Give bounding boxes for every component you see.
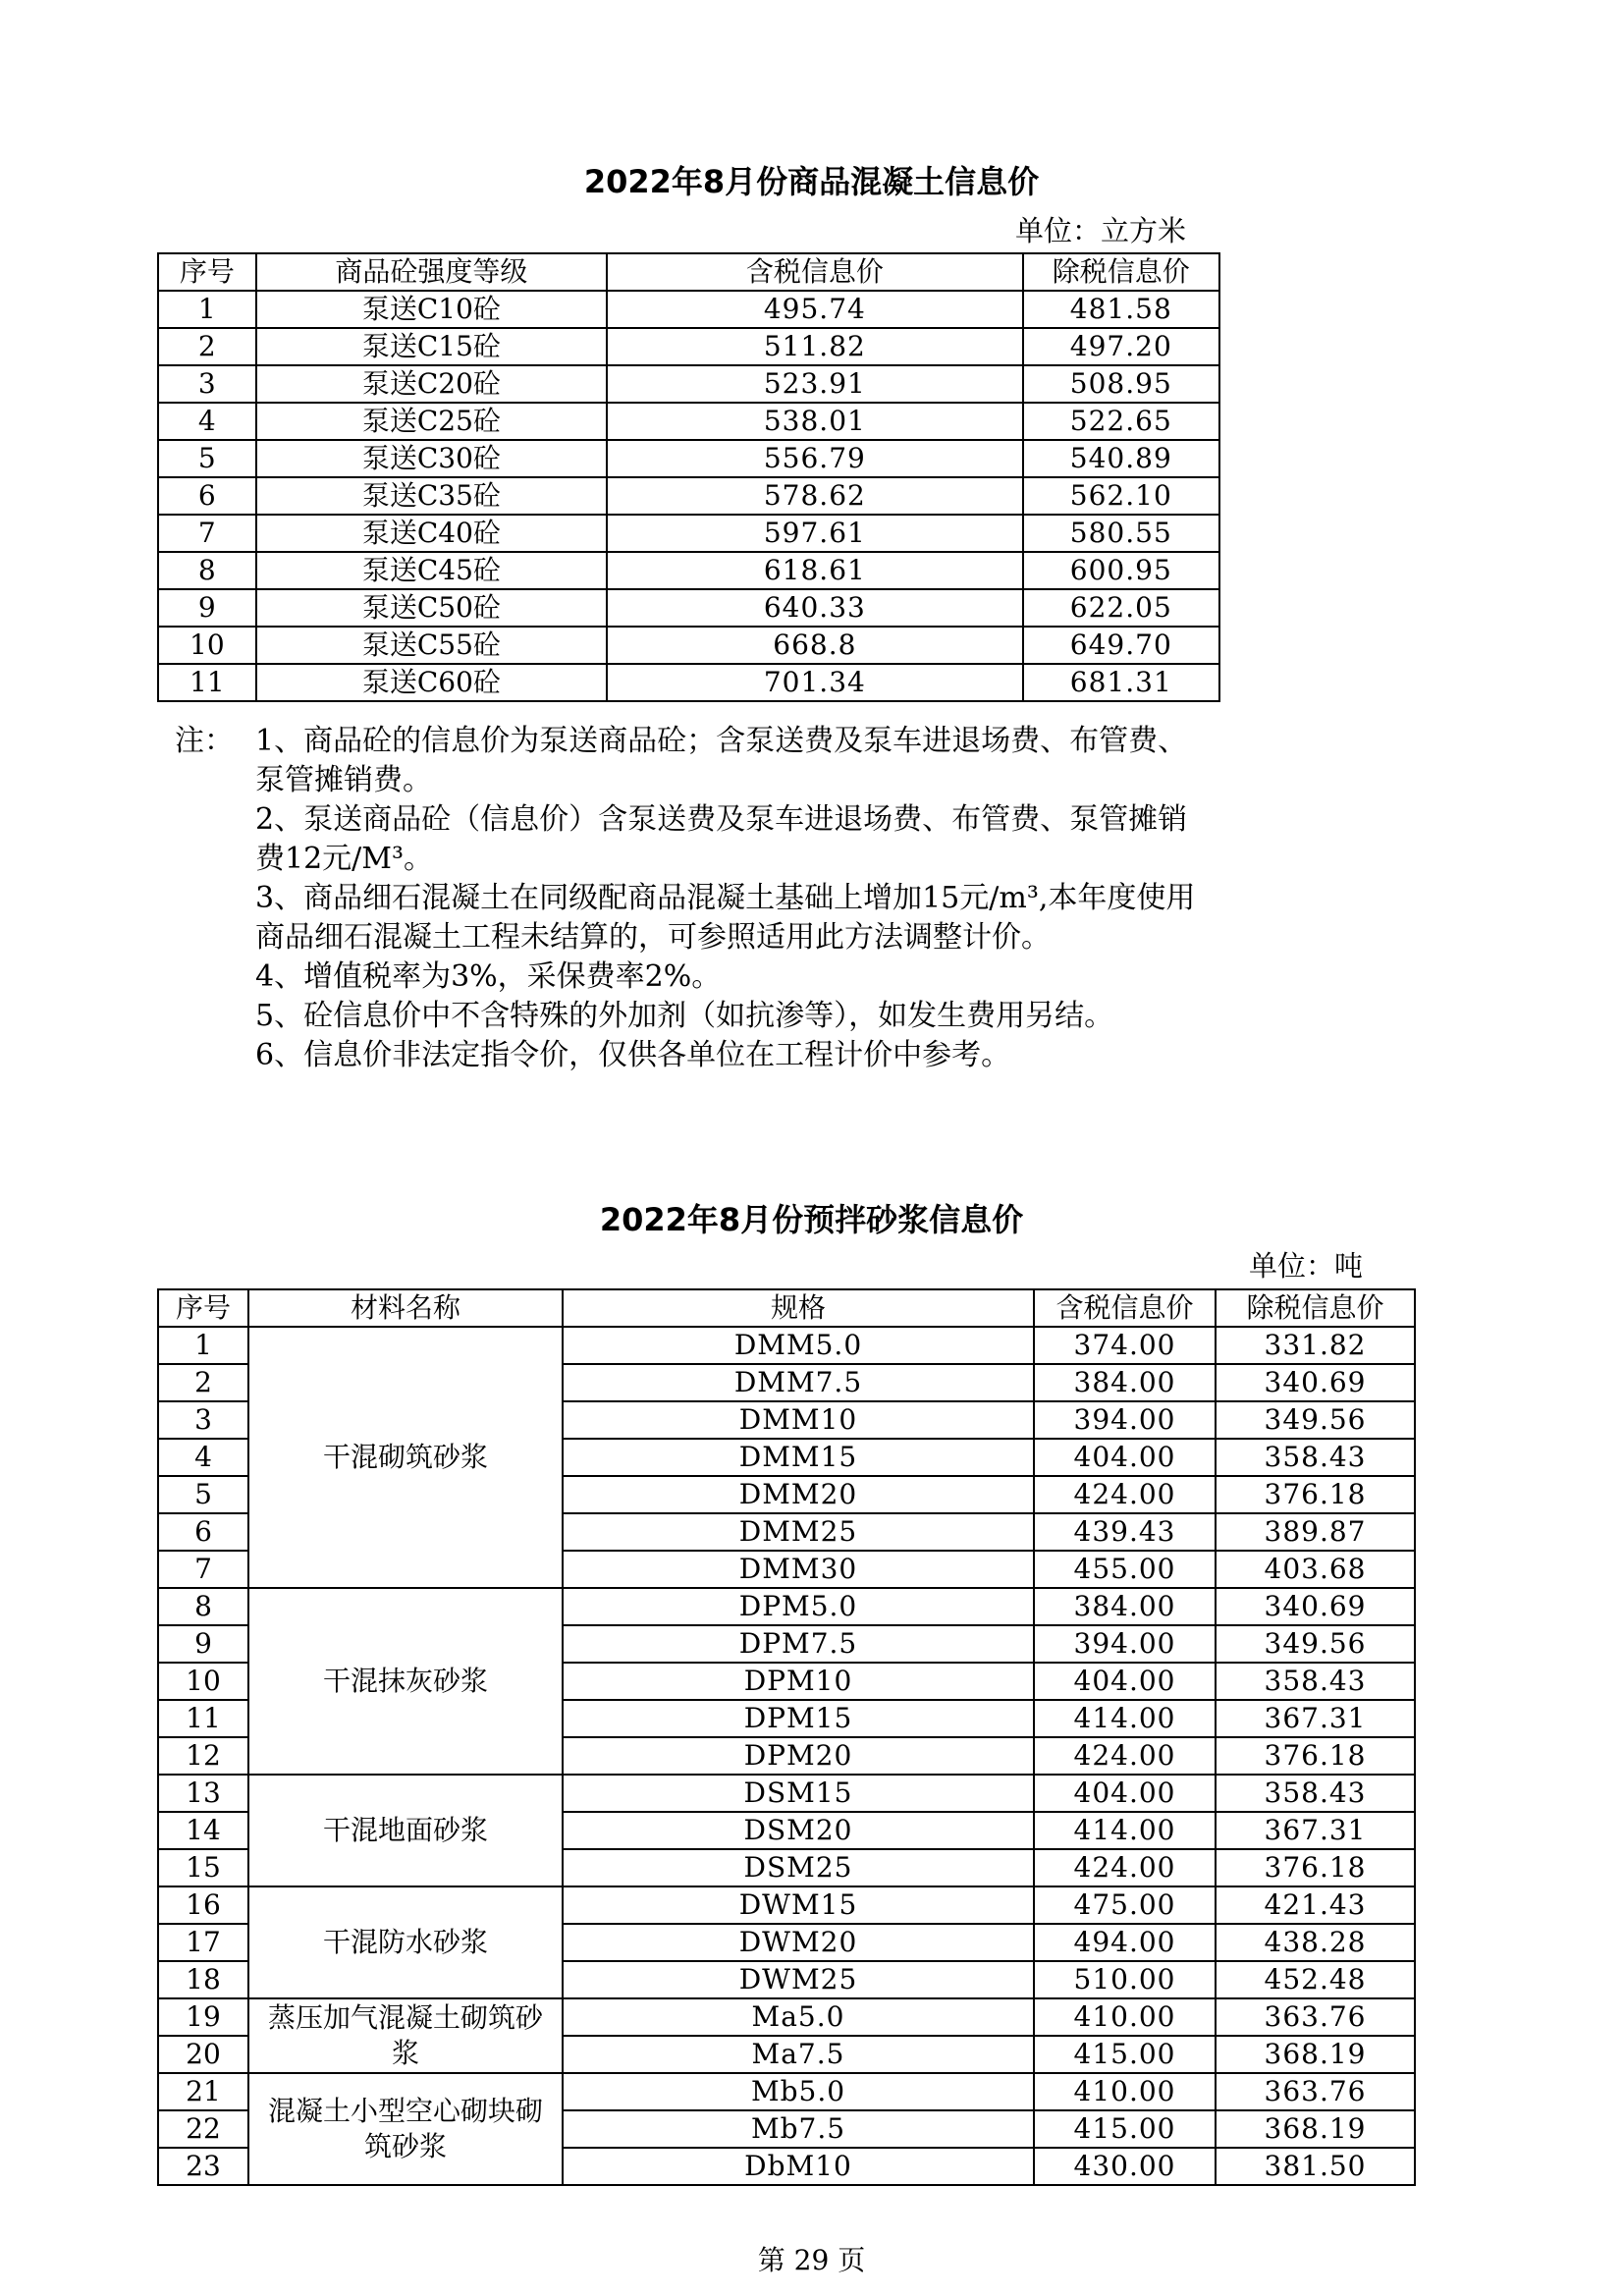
row-grade: 泵送C30砼 (256, 440, 607, 477)
row-price-with-tax: 394.00 (1034, 1625, 1216, 1663)
concrete-title: 2022年8月份商品混凝土信息价 (583, 163, 1040, 200)
row-price-with-tax: 510.00 (1034, 1961, 1216, 1998)
row-grade: 泵送C45砼 (256, 552, 607, 589)
row-index: 6 (158, 477, 256, 515)
row-price-without-tax: 367.31 (1216, 1700, 1415, 1737)
row-index: 13 (158, 1775, 248, 1812)
row-price-without-tax: 368.19 (1216, 2110, 1415, 2148)
row-price-without-tax: 358.43 (1216, 1663, 1415, 1700)
row-spec: DWM20 (563, 1924, 1034, 1961)
row-price-with-tax: 455.00 (1034, 1551, 1216, 1588)
row-index: 11 (158, 664, 256, 701)
table-header-row (158, 253, 1219, 291)
row-index: 9 (158, 589, 256, 627)
row-spec: DSM20 (563, 1812, 1034, 1849)
row-index: 5 (158, 440, 256, 477)
row-price-without-tax: 363.76 (1216, 1998, 1415, 2036)
row-price-with-tax: 424.00 (1034, 1849, 1216, 1886)
note-item: 5、砼信息价中不含特殊的外加剂（如抗渗等），如发生费用另结。 (255, 999, 1114, 1033)
row-index: 3 (158, 1401, 248, 1439)
row-price-with-tax: 404.00 (1034, 1663, 1216, 1700)
row-index: 14 (158, 1812, 248, 1849)
row-index: 18 (158, 1961, 248, 1998)
row-spec: DMM30 (563, 1551, 1034, 1588)
row-grade: 泵送C35砼 (256, 477, 607, 515)
row-spec: DMM10 (563, 1401, 1034, 1439)
row-price-with-tax: 511.82 (607, 328, 1023, 365)
table-row (158, 627, 1219, 664)
row-price-without-tax: 497.20 (1023, 328, 1219, 365)
row-price-without-tax: 508.95 (1023, 365, 1219, 403)
row-price-without-tax: 452.48 (1216, 1961, 1415, 1998)
row-index: 4 (158, 1439, 248, 1476)
row-price-with-tax: 668.8 (607, 627, 1023, 664)
row-price-with-tax: 404.00 (1034, 1775, 1216, 1812)
row-price-without-tax: 481.58 (1023, 291, 1219, 328)
row-price-with-tax: 415.00 (1034, 2036, 1216, 2073)
row-price-with-tax: 424.00 (1034, 1476, 1216, 1513)
row-price-with-tax: 415.00 (1034, 2110, 1216, 2148)
row-material: 干混砌筑砂浆 (248, 1327, 563, 1588)
row-price-without-tax: 381.50 (1216, 2148, 1415, 2185)
row-price-with-tax: 556.79 (607, 440, 1023, 477)
concrete-price-table (157, 252, 1220, 702)
table-row (158, 328, 1219, 365)
row-price-without-tax: 580.55 (1023, 515, 1219, 552)
row-spec: DWM15 (563, 1886, 1034, 1924)
row-grade: 泵送C55砼 (256, 627, 607, 664)
note-item: 4、增值税率为3%，采保费率2%。 (255, 959, 722, 994)
row-index: 23 (158, 2148, 248, 2185)
table-row (158, 1775, 1415, 1812)
table-row (158, 1588, 1415, 1625)
row-price-with-tax: 597.61 (607, 515, 1023, 552)
row-price-without-tax: 600.95 (1023, 552, 1219, 589)
row-material: 干混地面砂浆 (248, 1775, 563, 1886)
row-price-without-tax: 368.19 (1216, 2036, 1415, 2073)
row-spec: DPM10 (563, 1663, 1034, 1700)
row-price-with-tax: 430.00 (1034, 2148, 1216, 2185)
notes-label: 注： (175, 724, 234, 758)
row-price-without-tax: 421.43 (1216, 1886, 1415, 1924)
row-spec: DSM25 (563, 1849, 1034, 1886)
row-index: 17 (158, 1924, 248, 1961)
table-row (158, 365, 1219, 403)
table-row (158, 2073, 1415, 2110)
row-material: 干混抹灰砂浆 (248, 1588, 563, 1775)
row-index: 6 (158, 1513, 248, 1551)
row-grade: 泵送C25砼 (256, 403, 607, 440)
row-index: 16 (158, 1886, 248, 1924)
table-row (158, 477, 1219, 515)
note-item: 1、商品砼的信息价为泵送商品砼；含泵送费及泵车进退场费、布管费、泵管摊销费。 (255, 724, 1188, 797)
row-spec: Ma5.0 (563, 1998, 1034, 2036)
row-index: 8 (158, 1588, 248, 1625)
row-price-with-tax: 384.00 (1034, 1364, 1216, 1401)
row-price-with-tax: 410.00 (1034, 2073, 1216, 2110)
row-price-with-tax: 640.33 (607, 589, 1023, 627)
row-spec: Mb7.5 (563, 2110, 1034, 2148)
row-grade: 泵送C15砼 (256, 328, 607, 365)
row-spec: DPM5.0 (563, 1588, 1034, 1625)
row-price-without-tax: 376.18 (1216, 1737, 1415, 1775)
header-price-with-tax: 含税信息价 (1034, 1289, 1216, 1327)
row-price-with-tax: 578.62 (607, 477, 1023, 515)
row-index: 21 (158, 2073, 248, 2110)
row-price-with-tax: 414.00 (1034, 1700, 1216, 1737)
row-price-without-tax: 438.28 (1216, 1924, 1415, 1961)
note-item: 6、信息价非法定指令价，仅供各单位在工程计价中参考。 (255, 1038, 1011, 1072)
row-spec: DMM15 (563, 1439, 1034, 1476)
row-price-without-tax: 367.31 (1216, 1812, 1415, 1849)
row-index: 7 (158, 515, 256, 552)
row-spec: DPM7.5 (563, 1625, 1034, 1663)
table-row (158, 1886, 1415, 1924)
row-index: 3 (158, 365, 256, 403)
row-price-with-tax: 414.00 (1034, 1812, 1216, 1849)
row-index: 10 (158, 627, 256, 664)
row-index: 12 (158, 1737, 248, 1775)
header-price-with-tax: 含税信息价 (607, 253, 1023, 291)
row-price-with-tax: 384.00 (1034, 1588, 1216, 1625)
table-header-row (158, 1289, 1415, 1327)
header-price-without-tax: 除税信息价 (1216, 1289, 1415, 1327)
row-price-without-tax: 540.89 (1023, 440, 1219, 477)
mortar-title: 2022年8月份预拌砂浆信息价 (599, 1201, 1024, 1238)
row-price-without-tax: 363.76 (1216, 2073, 1415, 2110)
row-spec: DWM25 (563, 1961, 1034, 1998)
header-material: 材料名称 (248, 1289, 563, 1327)
table-row (158, 552, 1219, 589)
row-price-with-tax: 404.00 (1034, 1439, 1216, 1476)
row-price-with-tax: 424.00 (1034, 1737, 1216, 1775)
row-index: 22 (158, 2110, 248, 2148)
row-index: 11 (158, 1700, 248, 1737)
header-spec: 规格 (563, 1289, 1034, 1327)
row-spec: DMM5.0 (563, 1327, 1034, 1364)
table-row (158, 1327, 1415, 1364)
row-index: 4 (158, 403, 256, 440)
row-price-without-tax: 562.10 (1023, 477, 1219, 515)
mortar-price-table (157, 1288, 1416, 2186)
row-price-without-tax: 649.70 (1023, 627, 1219, 664)
row-price-without-tax: 622.05 (1023, 589, 1219, 627)
row-index: 1 (158, 291, 256, 328)
row-index: 1 (158, 1327, 248, 1364)
table-row (158, 403, 1219, 440)
row-index: 19 (158, 1998, 248, 2036)
row-index: 9 (158, 1625, 248, 1663)
row-spec: DMM7.5 (563, 1364, 1034, 1401)
table-row (158, 515, 1219, 552)
row-price-with-tax: 374.00 (1034, 1327, 1216, 1364)
row-price-without-tax: 376.18 (1216, 1476, 1415, 1513)
row-price-with-tax: 475.00 (1034, 1886, 1216, 1924)
row-price-with-tax: 439.43 (1034, 1513, 1216, 1551)
row-index: 8 (158, 552, 256, 589)
table-row (158, 291, 1219, 328)
note-item: 3、商品细石混凝土在同级配商品混凝土基础上增加15元/m³,本年度使用商品细石混凝土工程未结算的，可参照适用此方法调整计价。 (255, 881, 1196, 955)
row-price-without-tax: 389.87 (1216, 1513, 1415, 1551)
row-grade: 泵送C50砼 (256, 589, 607, 627)
row-price-without-tax: 403.68 (1216, 1551, 1415, 1588)
table-row (158, 1998, 1415, 2036)
row-spec: DbM10 (563, 2148, 1034, 2185)
row-price-without-tax: 358.43 (1216, 1439, 1415, 1476)
page-number: 第 29 页 (757, 2244, 866, 2276)
row-price-with-tax: 618.61 (607, 552, 1023, 589)
header-index: 序号 (158, 253, 256, 291)
row-price-without-tax: 340.69 (1216, 1588, 1415, 1625)
row-index: 2 (158, 1364, 248, 1401)
row-index: 10 (158, 1663, 248, 1700)
row-index: 20 (158, 2036, 248, 2073)
row-material: 干混防水砂浆 (248, 1886, 563, 1998)
concrete-unit: 单位：立方米 (1015, 214, 1187, 247)
table-row (158, 589, 1219, 627)
row-index: 15 (158, 1849, 248, 1886)
row-price-with-tax: 701.34 (607, 664, 1023, 701)
row-price-with-tax: 538.01 (607, 403, 1023, 440)
row-price-without-tax: 331.82 (1216, 1327, 1415, 1364)
row-spec: DSM15 (563, 1775, 1034, 1812)
header-price-without-tax: 除税信息价 (1023, 253, 1219, 291)
row-index: 7 (158, 1551, 248, 1588)
row-material: 混凝土小型空心砌块砌筑砂浆 (248, 2073, 563, 2185)
row-index: 5 (158, 1476, 248, 1513)
note-item: 2、泵送商品砼（信息价）含泵送费及泵车进退场费、布管费、泵管摊销费12元/M³。 (255, 802, 1188, 876)
row-spec: DMM25 (563, 1513, 1034, 1551)
row-price-without-tax: 349.56 (1216, 1625, 1415, 1663)
row-spec: DPM15 (563, 1700, 1034, 1737)
row-spec: Mb5.0 (563, 2073, 1034, 2110)
row-price-with-tax: 523.91 (607, 365, 1023, 403)
row-grade: 泵送C20砼 (256, 365, 607, 403)
notes (175, 722, 1216, 1075)
row-grade: 泵送C60砼 (256, 664, 607, 701)
row-spec: DMM20 (563, 1476, 1034, 1513)
row-spec: DPM20 (563, 1737, 1034, 1775)
table-row (158, 664, 1219, 701)
row-grade: 泵送C10砼 (256, 291, 607, 328)
table-row (158, 440, 1219, 477)
row-price-without-tax: 681.31 (1023, 664, 1219, 701)
row-price-without-tax: 376.18 (1216, 1849, 1415, 1886)
row-price-with-tax: 394.00 (1034, 1401, 1216, 1439)
row-index: 2 (158, 328, 256, 365)
mortar-unit: 单位：吨 (1249, 1249, 1364, 1283)
row-price-without-tax: 522.65 (1023, 403, 1219, 440)
row-price-with-tax: 410.00 (1034, 1998, 1216, 2036)
header-grade: 商品砼强度等级 (256, 253, 607, 291)
row-price-without-tax: 349.56 (1216, 1401, 1415, 1439)
row-price-without-tax: 340.69 (1216, 1364, 1415, 1401)
row-price-without-tax: 358.43 (1216, 1775, 1415, 1812)
row-price-with-tax: 494.00 (1034, 1924, 1216, 1961)
row-price-with-tax: 495.74 (607, 291, 1023, 328)
row-material: 蒸压加气混凝土砌筑砂浆 (248, 1998, 563, 2073)
row-spec: Ma7.5 (563, 2036, 1034, 2073)
row-grade: 泵送C40砼 (256, 515, 607, 552)
header-index: 序号 (158, 1289, 248, 1327)
